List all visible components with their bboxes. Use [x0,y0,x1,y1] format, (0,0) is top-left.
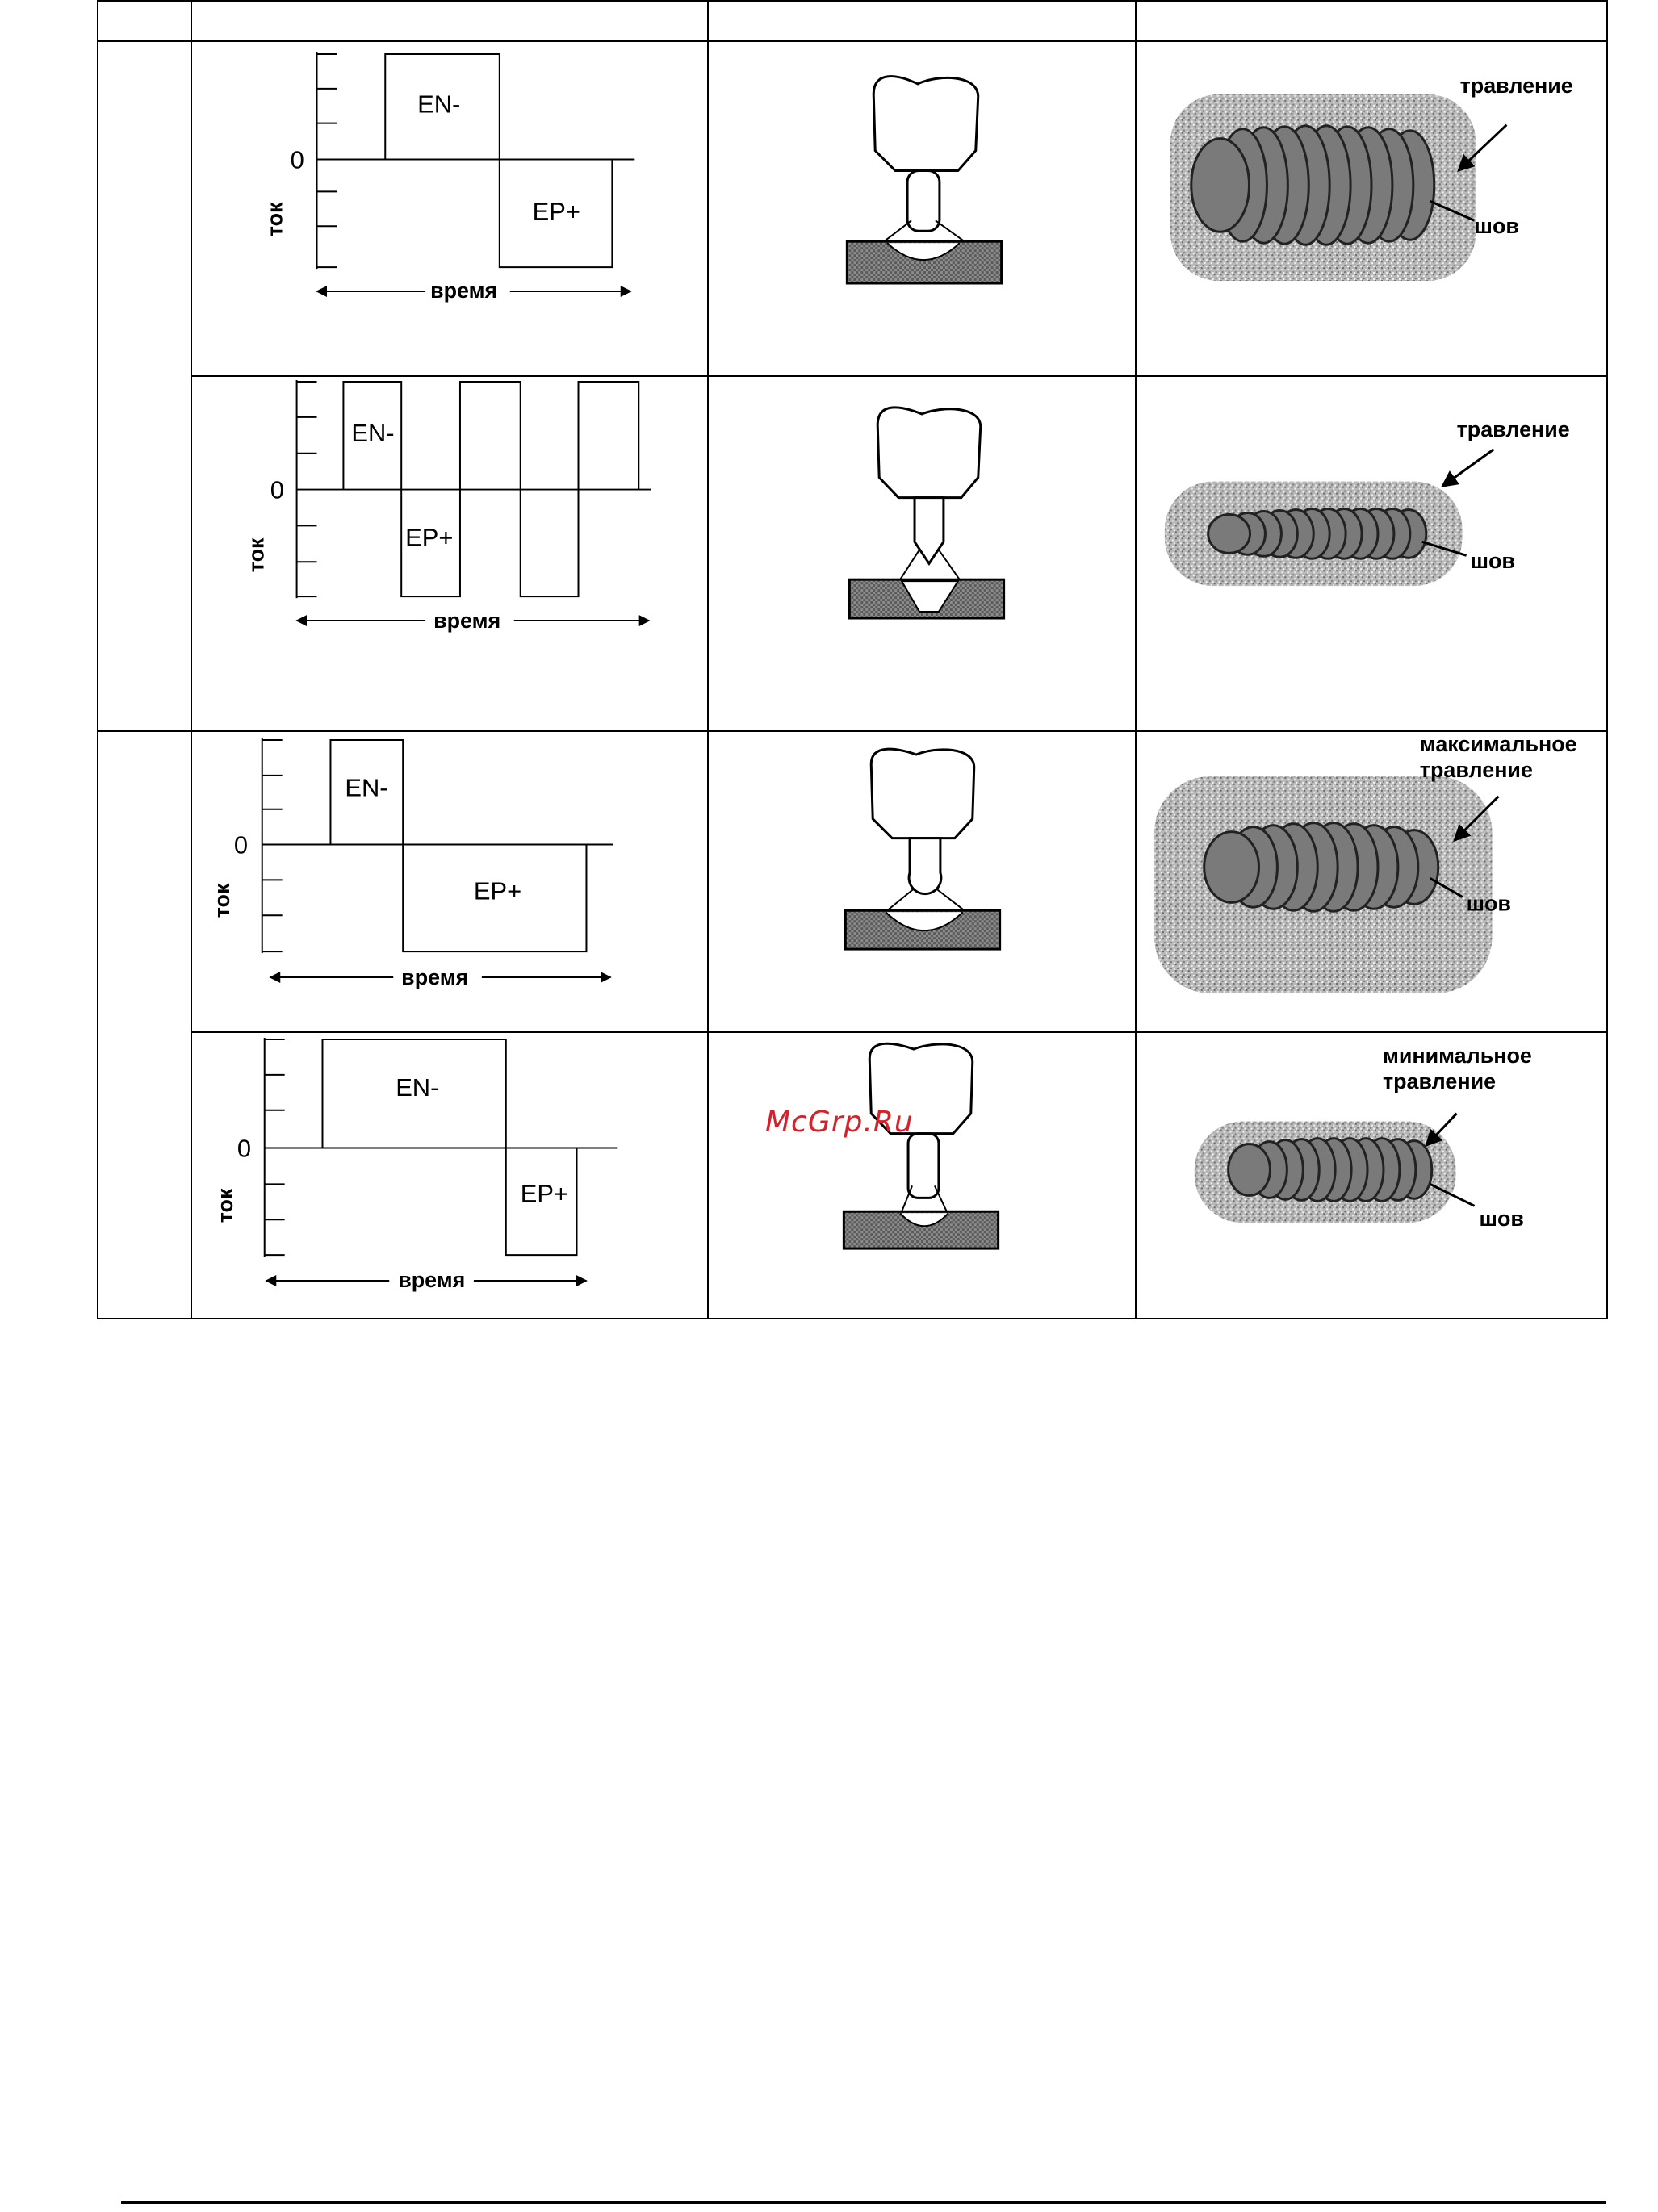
ep-label: EP+ [520,1179,568,1208]
weld-pattern [1137,732,1606,1031]
electrode-diagram [709,42,1135,375]
header-cell-empty [1136,1,1607,41]
etch-label-line2: травление [1419,758,1533,783]
weld-pattern [1137,1033,1606,1318]
table-row [98,41,1607,376]
x-axis-label: время [433,608,501,633]
y-axis-label: ток [212,1188,237,1223]
header-cell-empty [98,1,191,41]
table-row [98,376,1607,732]
seam-label: шов [1474,214,1519,239]
group-label-cell [98,41,191,731]
zero-label: 0 [237,1134,252,1163]
waveform-cell [191,1032,708,1319]
weld-pattern [1137,377,1606,731]
electrode-diagram [709,377,1135,731]
weld-cell [1136,731,1607,1032]
header-cell-empty [708,1,1136,41]
waveform-cell [191,731,708,1032]
x-axis-label: время [401,965,469,990]
ep-label: EP+ [405,523,454,552]
waveform-diagram [192,1033,707,1318]
waveform-cell [191,41,708,376]
etch-label: травление [1456,416,1570,441]
electrode-diagram [709,732,1135,1031]
electrode-cell [708,1032,1136,1319]
weld-cell [1136,1032,1607,1319]
x-axis-label: время [430,278,498,303]
etch-label-line1: максимальное [1419,732,1577,757]
seam-label: шов [1479,1206,1524,1231]
en-label: EN- [345,774,388,803]
ep-label: EP+ [473,876,522,905]
x-axis-label: время [398,1268,466,1293]
waveform-diagram [192,732,707,1031]
en-label: EN- [417,90,461,119]
weld-cell [1136,41,1607,376]
waveform-diagram [192,377,707,731]
group-label-cell [98,731,191,1319]
y-axis-label: ток [209,883,234,918]
zero-label: 0 [270,475,284,504]
weld-cell [1136,376,1607,732]
zero-label: 0 [233,830,249,859]
etch-label-line2: травление [1382,1068,1497,1093]
seam-label: шов [1466,891,1511,916]
waveform-diagram [192,42,707,375]
table-row [98,731,1607,1032]
table-header-row [98,1,1607,41]
zero-label: 0 [290,145,304,174]
header-cell-empty [191,1,708,41]
en-label: EN- [396,1073,439,1102]
etch-label: травление [1459,73,1573,98]
electrode-cell [708,731,1136,1032]
electrode-cell [708,41,1136,376]
watermark: McGrp.Ru [765,1106,914,1139]
etch-label-line1: минимальное [1382,1043,1532,1068]
waveform-cell [191,376,708,732]
ep-label: EP+ [532,197,580,226]
electrode-diagram [709,1033,1135,1318]
en-label: EN- [351,418,395,447]
weld-pattern [1137,42,1606,375]
y-axis-label: ток [244,537,269,572]
y-axis-label: ток [262,202,287,237]
table-row [98,1032,1607,1319]
seam-label: шов [1470,548,1515,573]
footer-rule [121,2201,1606,2204]
electrode-cell [708,376,1136,732]
